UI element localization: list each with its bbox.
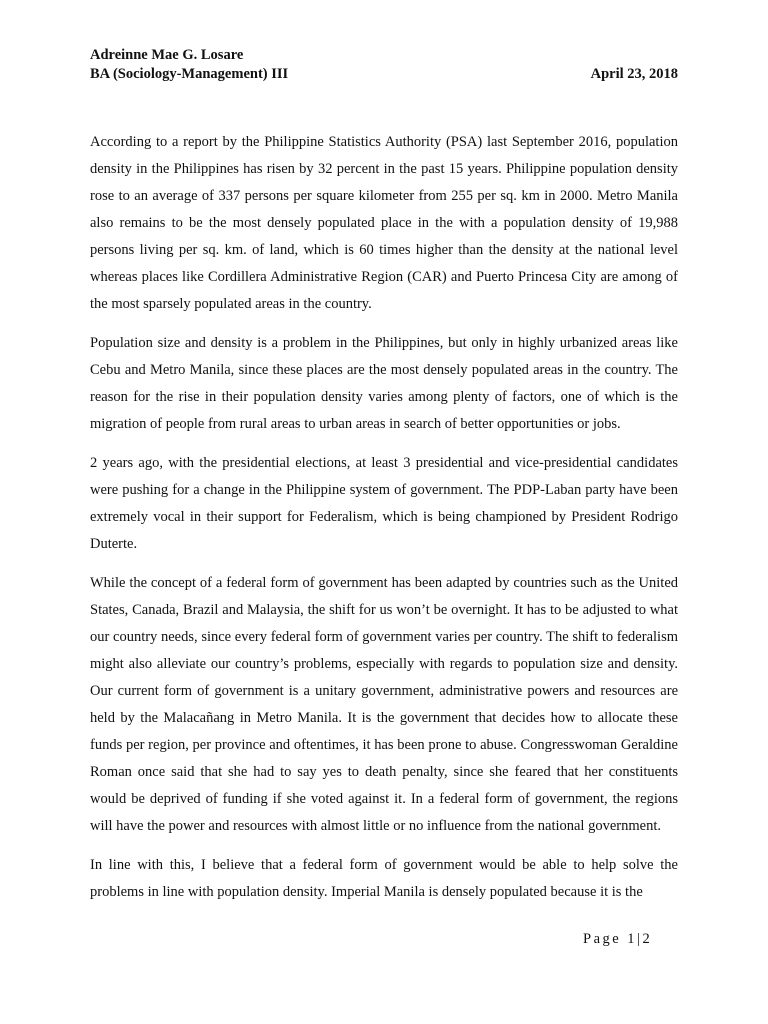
header-row-author [90,46,678,65]
course-name: BA (Sociology-Management) III [90,66,289,82]
page-number: Page 1|2 [583,931,653,947]
author-name: Adreinne Mae G. Losare [90,47,244,63]
paragraph: According to a report by the Philippine Statistics Authority (PSA) last September 2016, population density in the Philippines has risen by 32 percent in the past 15 years. Philippine population density rose to an average of 337 persons per square kilometer from 255 per sq. km in 2000. Metro Manila also remains to be the most densely populated place in the with a population density of 19,988 persons living per sq. km. of land, which is 60 times higher than the density at the national level whereas places like Cordillera Administrative Region (CAR) and Puerto Princesa City are among of the most sparsely populated areas in the country. [90,134,678,312]
paragraph: Population size and density is a problem in the Philippines, but only in highly urbanized areas like Cebu and Metro Manila, since these places are the most densely populated areas in the country. The reason for the rise in their population density varies among plenty of factors, one of which is the migration of people from rural areas to urban areas in search of better opportunities or jobs. [90,335,678,432]
paragraph: 2 years ago, with the presidential elections, at least 3 presidential and vice-presidential candidates were pushing for a change in the Philippine system of government. The PDP-Laban party have been extremely vocal in their support for Federalism, which is being championed by President Rodrigo Duterte. [90,455,678,552]
paragraph: In line with this, I believe that a federal form of government would be able to help solve the problems in line with population density. Imperial Manila is densely populated because it is the [90,857,678,900]
document-header [90,46,678,84]
document-body [90,129,678,918]
document-date: April 23, 2018 [590,66,678,82]
paragraph: While the concept of a federal form of government has been adapted by countries such as the United States, Canada, Brazil and Malaysia, the shift for us won’t be overnight. It has to be adjusted to what our country needs, since every federal form of government varies per country. The shift to federalism might also alleviate our country’s problems, especially with regards to population size and density. Our current form of government is a unitary government, administrative powers and resources are held by the Malacañang in Metro Manila. It is the government that decides how to allocate these funds per region, per province and oftentimes, it has been prone to abuse. Congresswoman Geraldine Roman once said that she had to say yes to death penalty, since she feared that her constituents would be deprived of funding if she voted against it. In a federal form of government, the regions will have the power and resources with almost little or no influence from the national government. [90,575,678,834]
header-row-course [90,65,678,84]
